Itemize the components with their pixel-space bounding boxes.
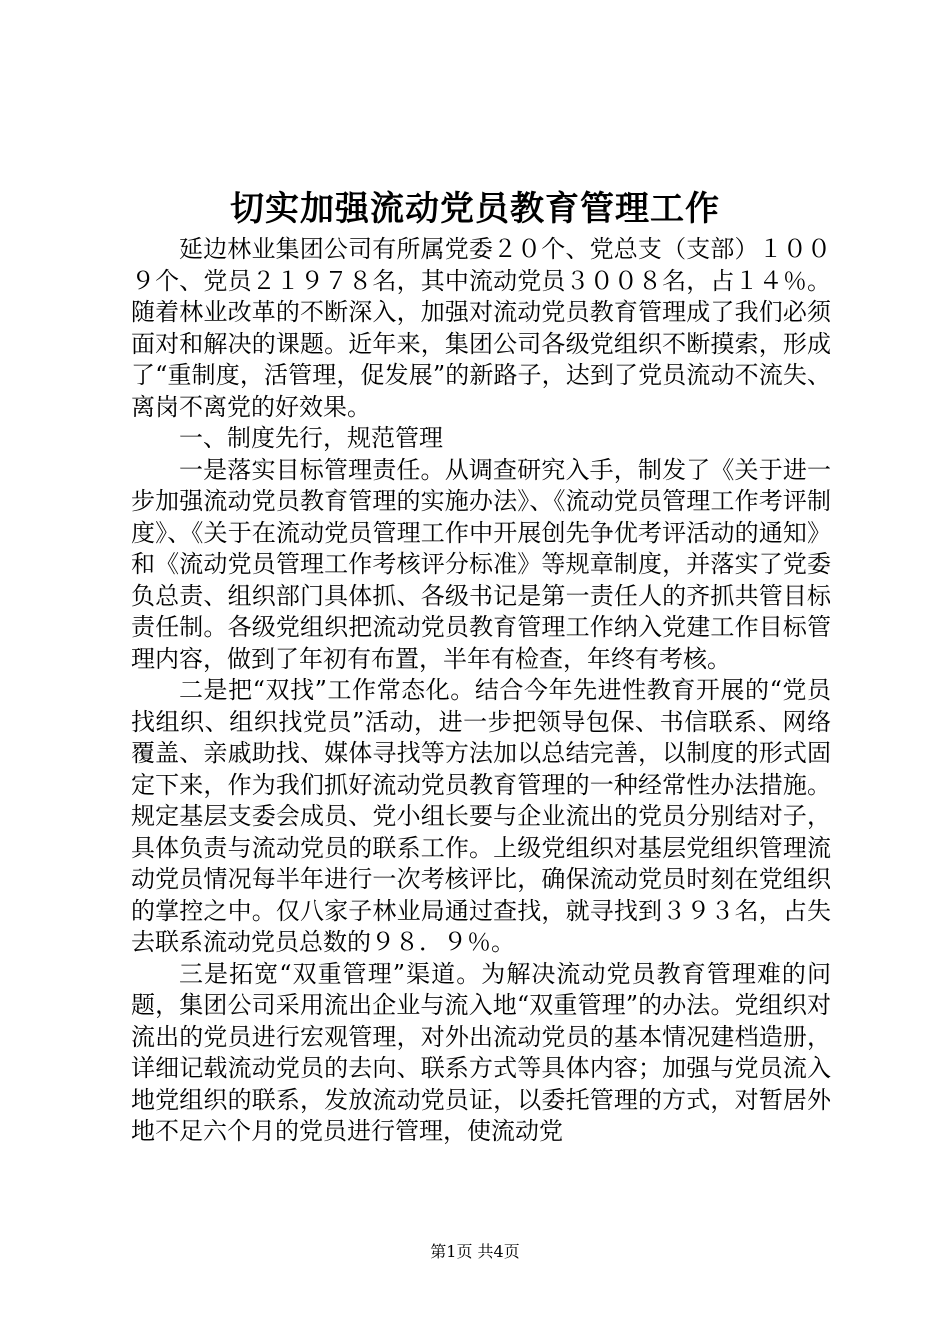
paragraph-double-search: 二是把“双找”工作常态化。结合今年先进性教育开展的“党员找组织、组织找党员”活动，进一步把领导包保、书信联系、网络覆盖、亲戚助找、媒体寻找等方法加以总结完善，以制度的形式固定下来，作为我们抓好流动党员教育管理的一种经常性办法措施。规定基层支委会成员、党小组长要与企业流出的党员分别结对子，具体负责与流动党员的联系工作。上级党组织对基层党组织管理流动党员情况每半年进行一次考核评比，确保流动党员时刻在党组织的掌控之中。仅八家子林业局通过查找，就寻找到３９３名，占失去联系流动党员总数的９８．９％。 [131, 676, 831, 956]
document-title: 切实加强流动党员教育管理工作 [230, 189, 720, 229]
paragraph-dual-management: 三是拓宽“双重管理”渠道。为解决流动党员教育管理难的问题，集团公司采用流出企业与流入地“双重管理”的办法。党组织对流出的党员进行宏观管理，对外出流动党员的基本情况建档造册，详细记载流动党员的去向、联系方式等具体内容；加强与党员流入地党组织的联系，发放流动党员证，以委托管理的方式，对暂居外地不足六个月的党员进行管理，使流动党 [131, 959, 831, 1145]
document-body [131, 234, 831, 1148]
paragraph-target-management: 一是落实目标管理责任。从调查研究入手，制发了《关于进一步加强流动党员教育管理的实施办法》、《流动党员管理工作考评制度》、《关于在流动党员管理工作中开展创先争优考评活动的通知》和《流动党员管理工作考核评分标准》等规章制度，并落实了党委负总责、组织部门具体抓、各级书记是第一责任人的齐抓共管目标责任制。各级党组织把流动党员教育管理工作纳入党建工作目标管理内容，做到了年初有布置，半年有检查，年终有考核。 [131, 455, 831, 673]
paragraph-intro: 延边林业集团公司有所属党委２０个、党总支（支部）１００９个、党员２１９７８名，其中流动党员３００８名，占１４％。随着林业改革的不断深入，加强对流动党员教育管理成了我们必须面对和解决的课题。近年来，集团公司各级党组织不断摸索，形成了“重制度，活管理，促发展”的新路子，达到了党员流动不流失、离岗不离党的好效果。 [131, 235, 831, 421]
section-heading: 一、制度先行，规范管理 [179, 424, 443, 452]
page-number-footer: 第1页 共4页 [430, 1242, 520, 1261]
